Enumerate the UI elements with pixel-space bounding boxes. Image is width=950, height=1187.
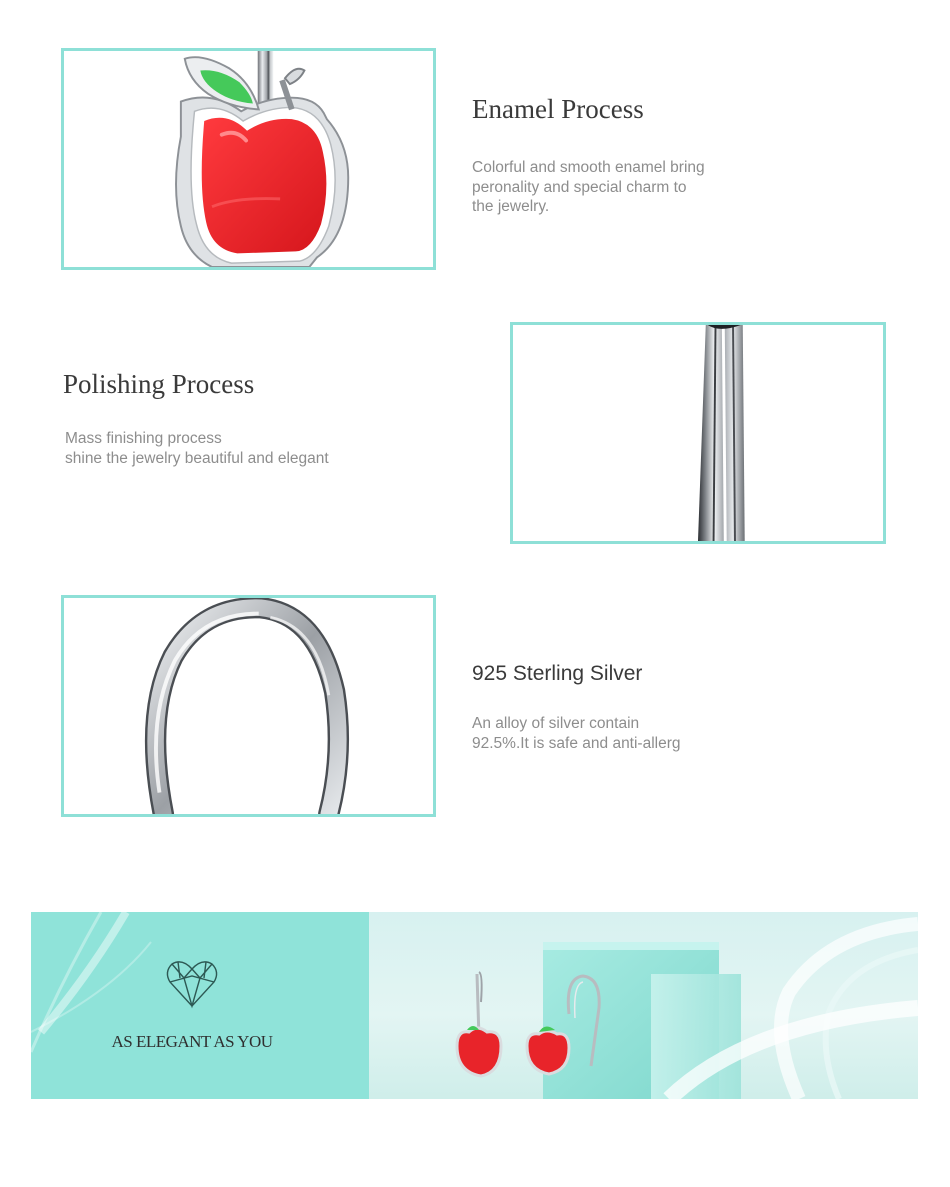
polishing-process-image-frame [510, 322, 886, 544]
enamel-description-line-1: Colorful and smooth enamel bring [472, 159, 705, 176]
polishing-description-line-2: shine the jewelry beautiful and elegant [65, 449, 329, 467]
brand-banner [31, 912, 918, 1099]
enamel-description-line-2: peronality and special charm to [472, 178, 687, 196]
enamel-process-image-frame [61, 48, 436, 270]
sterling-silver-description [472, 714, 681, 753]
apple-enamel-closeup-image [64, 51, 433, 267]
sterling-silver-title: 925 Sterling Silver [472, 662, 643, 685]
polishing-process-title: Polishing Process [63, 369, 255, 399]
enamel-process-description [472, 158, 705, 217]
enamel-description-line-3: the jewelry. [472, 198, 550, 215]
sterling-silver-image-frame [61, 595, 436, 817]
polishing-process-description [65, 429, 329, 468]
enamel-process-title: Enamel Process [472, 94, 644, 124]
polishing-description-line-1: Mass finishing process [65, 430, 222, 447]
product-earrings-photo [369, 912, 918, 1099]
banner-tagline: AS ELEGANT AS YOU [111, 1032, 273, 1051]
polished-hook-closeup-image [513, 325, 883, 541]
sterling-description-line-2: 92.5%.It is safe and anti-allerg [472, 734, 681, 752]
heart-gem-icon [31, 912, 369, 1099]
earrings-scene-image [369, 912, 918, 1099]
sterling-description-line-1: An alloy of silver contain [472, 715, 640, 732]
banner-tagline-panel [31, 912, 369, 1099]
silver-hook-closeup-image [64, 598, 433, 814]
